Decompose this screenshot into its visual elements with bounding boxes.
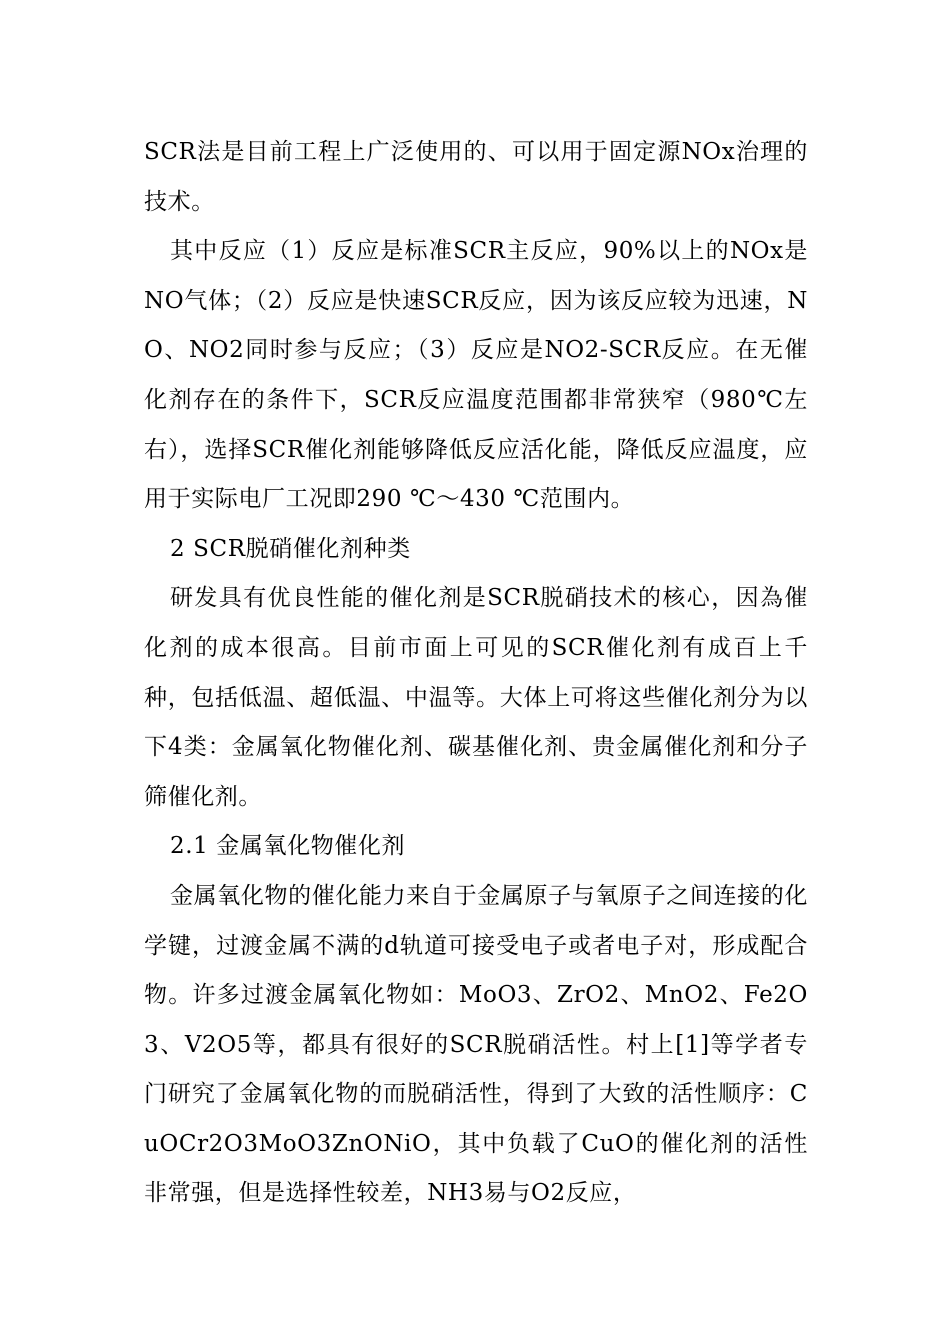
paragraph-metal-oxide: 金属氧化物的催化能力来自于金属原子与氧原子之间连接的化学键，过渡金属不满的d轨道可接受电子或者电子对，形成配合物。许多过渡金属氧化物如：MoO3、ZrO2、MnO2、Fe2O3、V2O5等，都具有很好的SCR脱硝活性。村上[1]等学者专门研究了金属氧化物的而脱硝活性，得到了大致的活性顺序：CuOCr2O3MoO3ZnONiO，其中负载了CuO的催化剂的活性非常强，但是选择性较差，NH3易与O2反应， — [144, 882, 808, 1207]
paragraph-scr-reactions: 其中反应（1）反应是标准SCR主反应，90%以上的NOx是NO气体；（2）反应是快速SCR反应，因为该反应较为迅速，NO、NO2同时参与反应；（3）反应是NO2-SCR反应。在无催化剂存在的条件下，SCR反应温度范围都非常狭窄（980℃左右），选择SCR催化剂能够降低反应活化能，降低反应温度，应用于实际电厂工况即290 ℃～430 ℃范围内。 — [144, 238, 808, 513]
section-heading-catalyst-types: 2 SCR脱硝催化剂种类 — [170, 535, 411, 562]
section-heading-metal-oxide: 2.1 金属氧化物催化剂 — [170, 833, 406, 860]
paragraph-catalyst-types: 研发具有优良性能的催化剂是SCR脱硝技术的核心，因為催化剂的成本很高。目前市面上可见的SCR催化剂有成百上千种，包括低温、超低温、中温等。大体上可将这些催化剂分为以下4类：金属氧化物催化剂、碳基催化剂、贵金属催化剂和分子筛催化剂。 — [144, 585, 808, 810]
document-body — [144, 128, 808, 1219]
paragraph-scr-intro: SCR法是目前工程上广泛使用的、可以用于固定源NOx治理的技术。 — [144, 139, 808, 215]
